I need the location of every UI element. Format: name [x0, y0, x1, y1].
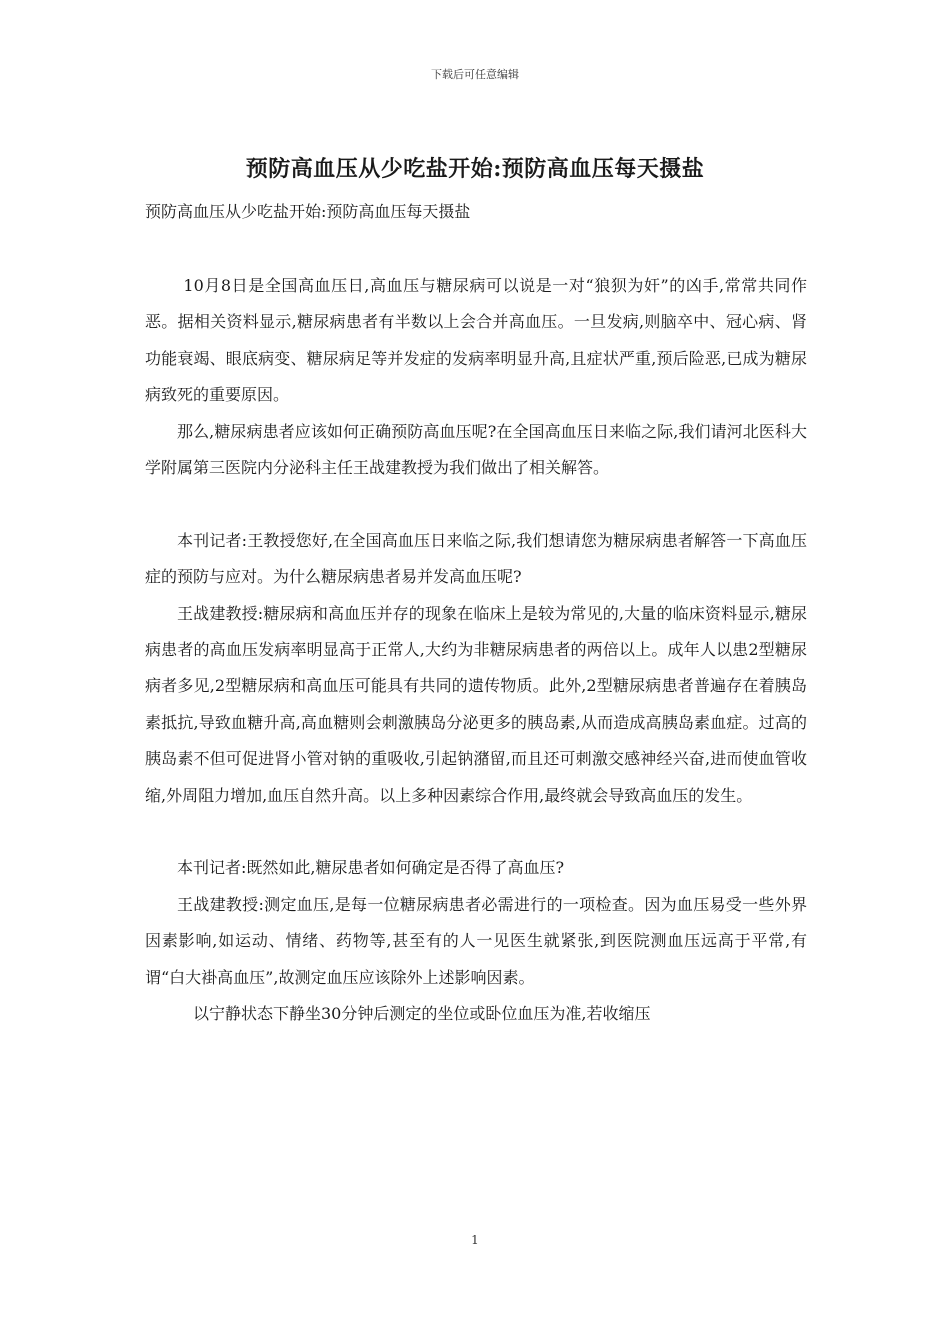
paragraph-2: 那么,糖尿病患者应该如何正确预防高血压呢?在全国高血压日来临之际,我们请河北医科大学附属第三医院内分泌科主任王战建教授为我们做出了相关解答。 [145, 421, 807, 478]
document-body [145, 268, 807, 1033]
paragraph-4: 王战建教授:糖尿病和高血压并存的现象在临床上是较为常见的,大量的临床资料显示,糖尿病患者的高血压发病率明显高于正常人,大约为非糖尿病患者的两倍以上。成年人以患2型糖尿病者多见,2型糖尿病和高血压可能具有共同的遗传物质。此外,2型糖尿病患者普遍存在着胰岛素抵抗,导致血糖升高,高血糖则会刺激胰岛分泌更多的胰岛素,从而造成高胰岛素血症。过高的胰岛素不但可促进肾小管对钠的重吸收,引起钠潴留,而且还可刺激交感神经兴奋,进而使血管收缩,外周阻力增加,血压自然升高。以上多种因素综合作用,最终就会导致高血压的发生。 [145, 603, 807, 805]
page-number: 1 [471, 1233, 479, 1247]
document-title: 预防高血压从少吃盐开始:预防高血压每天摄盐 [245, 156, 705, 182]
paragraph-7: 以宁静状态下静坐30分钟后测定的坐位或卧位血压为准,若收缩压 [193, 1004, 651, 1024]
header-note: 下载后可任意编辑 [431, 68, 519, 81]
paragraph-6: 王战建教授:测定血压,是每一位糖尿病患者必需进行的一项检查。因为血压易受一些外界因素影响,如运动、情绪、药物等,甚至有的人一见医生就紧张,到医院测血压远高于平常,有谓“白大褂高血压”,故测定血压应该除外上述影响因素。 [145, 894, 807, 987]
document-subtitle: 预防高血压从少吃盐开始:预防高血压每天摄盐 [145, 202, 471, 221]
paragraph-1: 10月8日是全国高血压日,高血压与糖尿病可以说是一对“狼狈为奸”的凶手,常常共同作恶。据相关资料显示,糖尿病患者有半数以上会合并高血压。一旦发病,则脑卒中、冠心病、肾功能衰竭、眼底病变、糖尿病足等并发症的发病率明显升高,且症状严重,预后险恶,已成为糖尿病致死的重要原因。 [145, 276, 807, 405]
paragraph-3: 本刊记者:王教授您好,在全国高血压日来临之际,我们想请您为糖尿病患者解答一下高血压症的预防与应对。为什么糖尿病患者易并发高血压呢? [145, 530, 807, 587]
paragraph-5: 本刊记者:既然如此,糖尿患者如何确定是否得了高血压? [177, 858, 565, 878]
